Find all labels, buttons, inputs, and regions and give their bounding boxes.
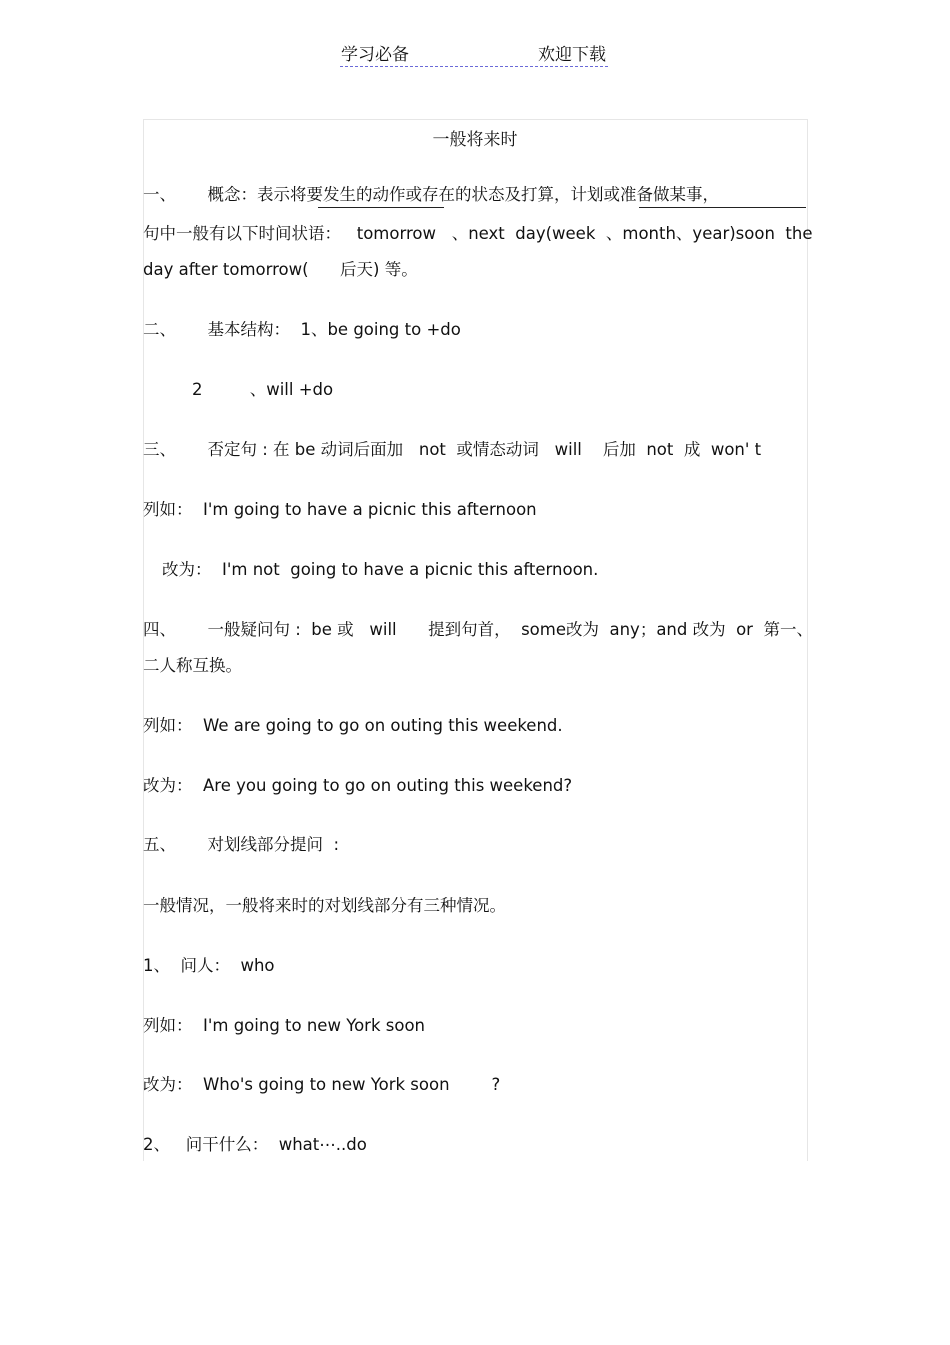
line-time-adverbials-cont: day after tomorrow( 后天) 等。 xyxy=(143,260,418,279)
page-header xyxy=(340,40,608,67)
line-example-3: 列如： I'm going to new York soon xyxy=(143,1016,426,1035)
line-who: 1、 问人： who xyxy=(143,956,275,975)
line-example-1: 列如： I'm going to have a picnic this afternoon xyxy=(143,500,537,519)
line-change-3: 改为： Who's going to new York soon ? xyxy=(143,1075,501,1094)
line-example-2: 列如： We are going to go on outing this weekend. xyxy=(143,716,563,735)
line-general: 一般情况，一般将来时的对划线部分有三种情况。 xyxy=(143,896,506,915)
line-change-1: 改为： I'm not going to have a picnic this afternoon. xyxy=(162,560,599,579)
header-left-text: 学习必备 xyxy=(341,45,409,65)
line-question: 四、 一般疑问句 : be 或 will 提到句首， some改为 any；and 改为 or 第一、 xyxy=(143,620,813,639)
underline-1 xyxy=(318,207,444,208)
underline-2 xyxy=(639,207,806,208)
line-wh-question: 五、 对划线部分提问 : xyxy=(143,835,340,854)
line-negative: 三、 否定句 : 在 be 动词后面加 not 或情态动词 will 后加 not 成 won' t xyxy=(143,440,762,459)
header-right-text: 欢迎下载 xyxy=(538,45,606,65)
document-title: 一般将来时 xyxy=(432,130,518,150)
line-structure-1: 二、 基本结构： 1、be going to +do xyxy=(143,320,461,339)
line-time-adverbials: 句中一般有以下时间状语： tomorrow 、next day(week 、month、year)soon the xyxy=(143,224,813,243)
line-concept: 一、 概念：表示将要发生的动作或存在的状态及打算，计划或准备做某事， xyxy=(143,185,719,204)
line-structure-2: 2 、will +do xyxy=(192,380,334,399)
line-what-do: 2、 问干什么： what⋯..do xyxy=(143,1135,367,1154)
line-change-2: 改为： Are you going to go on outing this weekend? xyxy=(143,776,573,795)
line-question-cont: 二人称互换。 xyxy=(143,656,242,675)
